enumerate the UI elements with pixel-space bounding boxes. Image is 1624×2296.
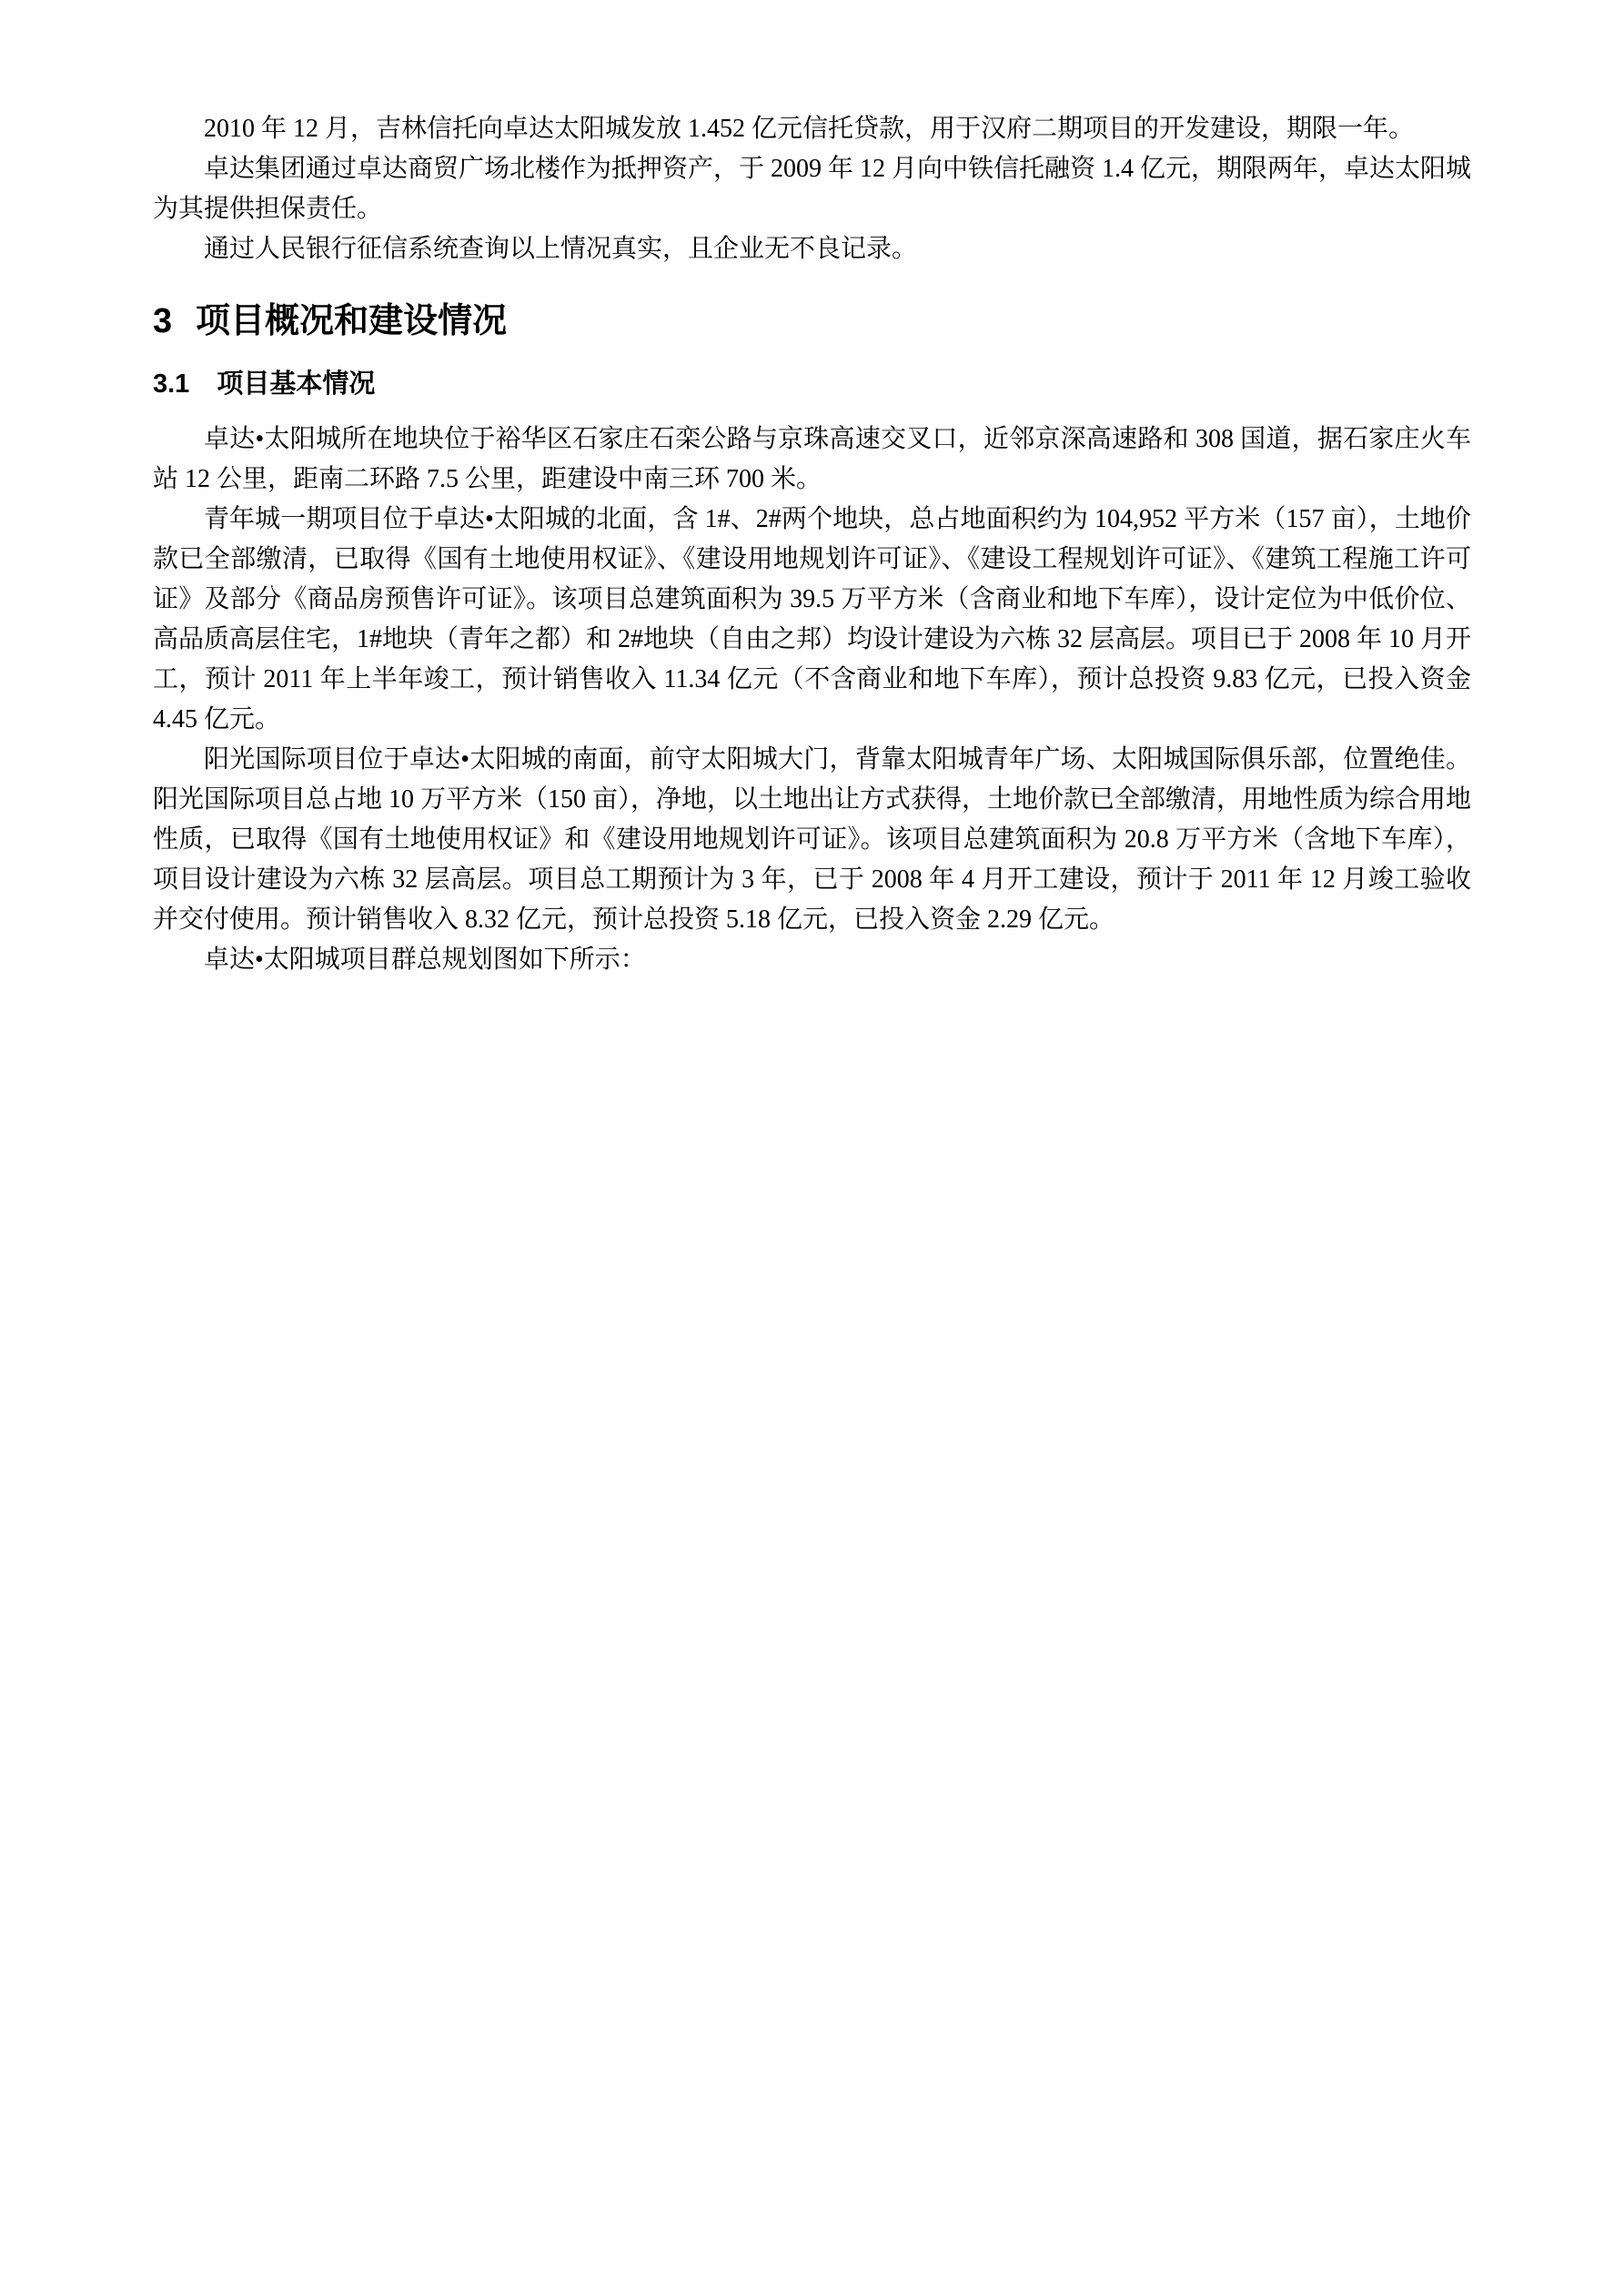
subsection-heading (153, 368, 1471, 402)
paragraph-credit-check: 通过人民银行征信系统查询以上情况真实，且企业无不良记录。 (204, 235, 918, 263)
paragraph-collateral-financing: 卓达集团通过卓达商贸广场北楼作为抵押资产，于 2009 年 12 月向中铁信托融资 1.4 亿元，期限两年，卓达太阳城为其提供担保责任。 (153, 155, 1472, 223)
paragraph-project-location: 卓达•太阳城所在地块位于裕华区石家庄石栾公路与京珠高速交叉口，近邻京深高速路和 308 国道，据石家庄火车站 12 公里，距南二环路 7.5 公里，距建设中南三环 700 米。 (153, 425, 1471, 494)
subsection-title: 项目基本情况 (217, 369, 376, 399)
subsection-number: 3.1 (153, 369, 190, 399)
paragraph-trust-loan: 2010 年 12 月，吉林信托向卓达太阳城发放 1.452 亿元信托贷款，用于汉府二期项目的开发建设，期限一年。 (204, 115, 1415, 143)
paragraph-sunshine-international: 阳光国际项目位于卓达•太阳城的南面，前守太阳城大门，背靠太阳城青年广场、太阳城国际俱乐部，位置绝佳。阳光国际项目总占地 10 万平方米（150 亩），净地，以土地出让方式获得，土地价款已全部缴清，用地性质为综合用地性质，已取得《国有土地使用权证》和《建设用地规划许可证》。该项目总建筑面积为 20.8 万平方米（含地下车库），项目设计建设为六栋 32 层高层。项目总工期预计为 3 年，已于 2008 年 4 月开工建设，预计于 2011 年 12 月竣工验收并交付使用。预计销售收入 8.32 亿元，预计总投资 5.18 亿元，已投入资金 2.29 亿元。 (153, 745, 1472, 935)
section-heading (153, 300, 1471, 344)
section-title: 项目概况和建设情况 (196, 302, 508, 340)
paragraph-master-plan-intro: 卓达•太阳城项目群总规划图如下所示： (204, 946, 646, 975)
paragraph-youth-city-phase1: 青年城一期项目位于卓达•太阳城的北面，含 1#、2#两个地块，总占地面积约为 104,952 平方米（157 亩），土地价款已全部缴清，已取得《国有土地使用权证》、《建设用地规划许可证》、《建设工程规划许可证》、《建筑工程施工许可证》及部分《商品房预售许可证》。该项目总建筑面积为 39.5 万平方米（含商业和地下车库），设计定位为中低价位、高品质高层住宅，1#地块（青年之都）和 2#地块（自由之邦）均设计建设为六栋 32 层高层。项目已于 2008 年 10 月开工，预计 2011 年上半年竣工，预计销售收入 11.34 亿元（不含商业和地下车库），预计总投资 9.83 亿元，已投入资金 4.45 亿元。 (153, 505, 1472, 734)
section-number: 3 (153, 302, 173, 340)
